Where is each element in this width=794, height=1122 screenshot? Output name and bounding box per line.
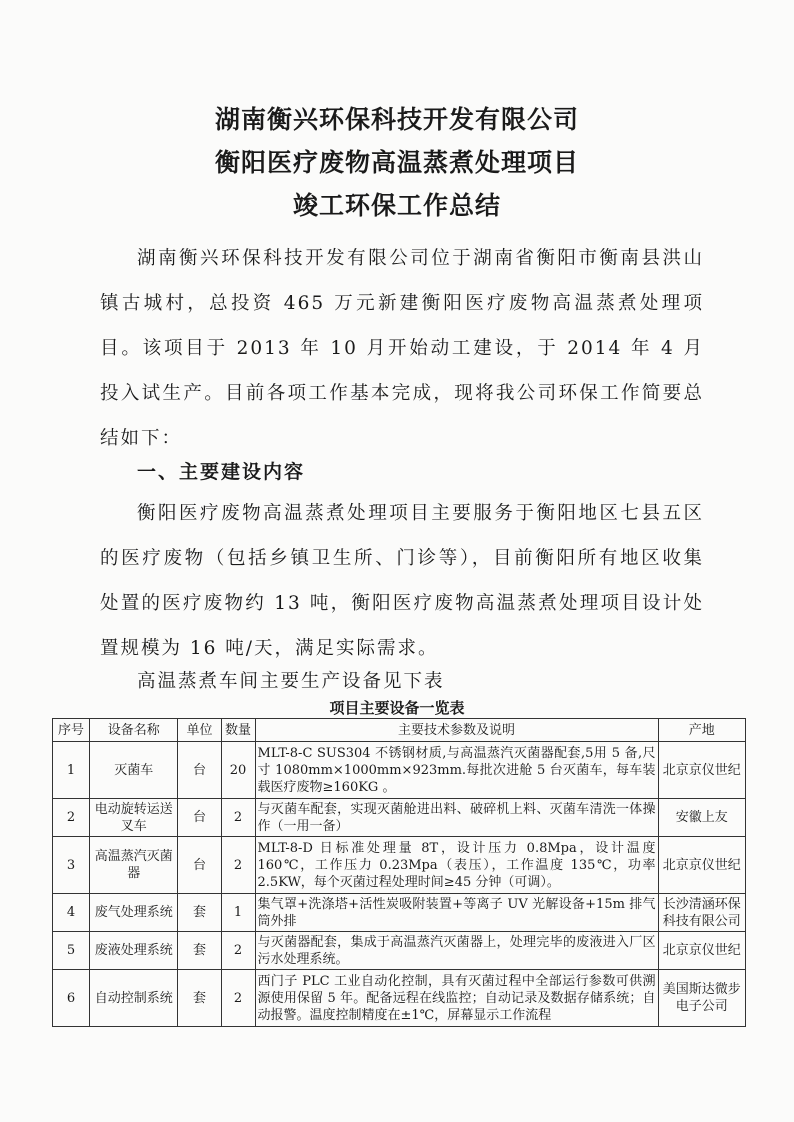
cell-origin: 长沙清涵环保科技有限公司	[658, 894, 745, 932]
table-title: 项目主要设备一览表	[329, 699, 465, 717]
header-origin: 产地	[658, 719, 745, 742]
cell-name: 高温蒸汽灭菌器	[90, 837, 178, 894]
table-caption: 高温蒸煮车间主要生产设备见下表	[137, 671, 445, 692]
cell-desc: MLT-8-C SUS304 不锈钢材质,与高温蒸汽灭菌器配套,5用 5 备,尺寸 1080mm×1000mm×923mm.每批次进舱 5 台灭菌车，每车装载医疗废物≥160KG 。	[255, 742, 658, 799]
cell-qty: 2	[221, 837, 255, 894]
cell-name: 灭菌车	[90, 742, 178, 799]
header-desc: 主要技术参数及说明	[255, 719, 658, 742]
cell-origin: 北京京仪世纪	[658, 742, 745, 799]
table-row	[53, 837, 746, 894]
cell-qty: 2	[221, 932, 255, 970]
header-unit: 单位	[178, 719, 221, 742]
cell-no: 5	[53, 932, 90, 970]
cell-no: 4	[53, 894, 90, 932]
section1-body: 衡阳医疗废物高温蒸煮处理项目主要服务于衡阳地区七县五区的医疗废物（包括乡镇卫生所、门诊等），目前衡阳所有地区收集处置的医疗废物约 13 吨，衡阳医疗废物高温蒸煮处理项目设计处置规模为 16 吨/天，满足实际需求。	[100, 503, 704, 659]
header-name: 设备名称	[90, 719, 178, 742]
cell-unit: 台	[178, 837, 221, 894]
cell-unit: 台	[178, 742, 221, 799]
cell-desc: MLT-8-D 日标准处理量 8T，设计压力 0.8Mpa，设计温度 160℃，工作压力 0.23Mpa（表压），工作温度 135℃，功率 2.5KW，每个灭菌过程处理时间≥45 分钟（可调）。	[255, 837, 658, 894]
table-row	[53, 970, 746, 1027]
cell-qty: 1	[221, 894, 255, 932]
table-header-row	[53, 719, 746, 742]
cell-desc: 集气罩+洗涤塔+活性炭吸附装置+等离子 UV 光解设备+15m 排气筒外排	[255, 894, 658, 932]
cell-no: 3	[53, 837, 90, 894]
table-row	[53, 932, 746, 970]
table-row	[53, 799, 746, 837]
cell-origin: 安徽上友	[658, 799, 745, 837]
document-title-line3: 竣工环保工作总结	[292, 191, 501, 220]
cell-qty: 2	[221, 970, 255, 1027]
equipment-table	[52, 718, 746, 1027]
cell-desc: 与灭菌器配套，集成于高温蒸汽灭菌器上，处理完毕的废液进入厂区污水处理系统。	[255, 932, 658, 970]
table-row	[53, 742, 746, 799]
header-no: 序号	[53, 719, 90, 742]
document-title-line1: 湖南衡兴环保科技开发有限公司	[214, 105, 579, 134]
cell-desc: 与灭菌车配套，实现灭菌舱进出料、破碎机上料、灭菌车清洗一体操作（一用一备）	[255, 799, 658, 837]
table-row	[53, 894, 746, 932]
cell-name: 自动控制系统	[90, 970, 178, 1027]
header-qty: 数量	[221, 719, 255, 742]
cell-name: 废液处理系统	[90, 932, 178, 970]
cell-no: 1	[53, 742, 90, 799]
cell-unit: 套	[178, 932, 221, 970]
cell-unit: 台	[178, 799, 221, 837]
cell-desc: 西门子 PLC 工业自动化控制，具有灭菌过程中全部运行参数可供溯源使用保留 5 年。配备远程在线监控；自动记录及数据存储系统；自动报警。温度控制精度在±1℃，屏幕显示工作流程	[255, 970, 658, 1027]
intro-paragraph: 湖南衡兴环保科技开发有限公司位于湖南省衡阳市衡南县洪山镇古城村，总投资 465 万元新建衡阳医疗废物高温蒸煮处理项目。该项目于 2013 年 10 月开始动工建设，于 2014 年 4 月投入试生产。目前各项工作基本完成，现将我公司环保工作简要总结如下：	[100, 248, 704, 449]
cell-no: 6	[53, 970, 90, 1027]
cell-no: 2	[53, 799, 90, 837]
section1-heading: 一、主要建设内容	[137, 461, 306, 483]
cell-origin: 北京京仪世纪	[658, 837, 745, 894]
document-title-line2: 衡阳医疗废物高温蒸煮处理项目	[214, 148, 579, 177]
cell-origin: 美国斯达微步电子公司	[658, 970, 745, 1027]
cell-unit: 套	[178, 970, 221, 1027]
cell-name: 废气处理系统	[90, 894, 178, 932]
cell-unit: 套	[178, 894, 221, 932]
cell-origin: 北京京仪世纪	[658, 932, 745, 970]
cell-qty: 2	[221, 799, 255, 837]
cell-name: 电动旋转运送叉车	[90, 799, 178, 837]
cell-qty: 20	[221, 742, 255, 799]
